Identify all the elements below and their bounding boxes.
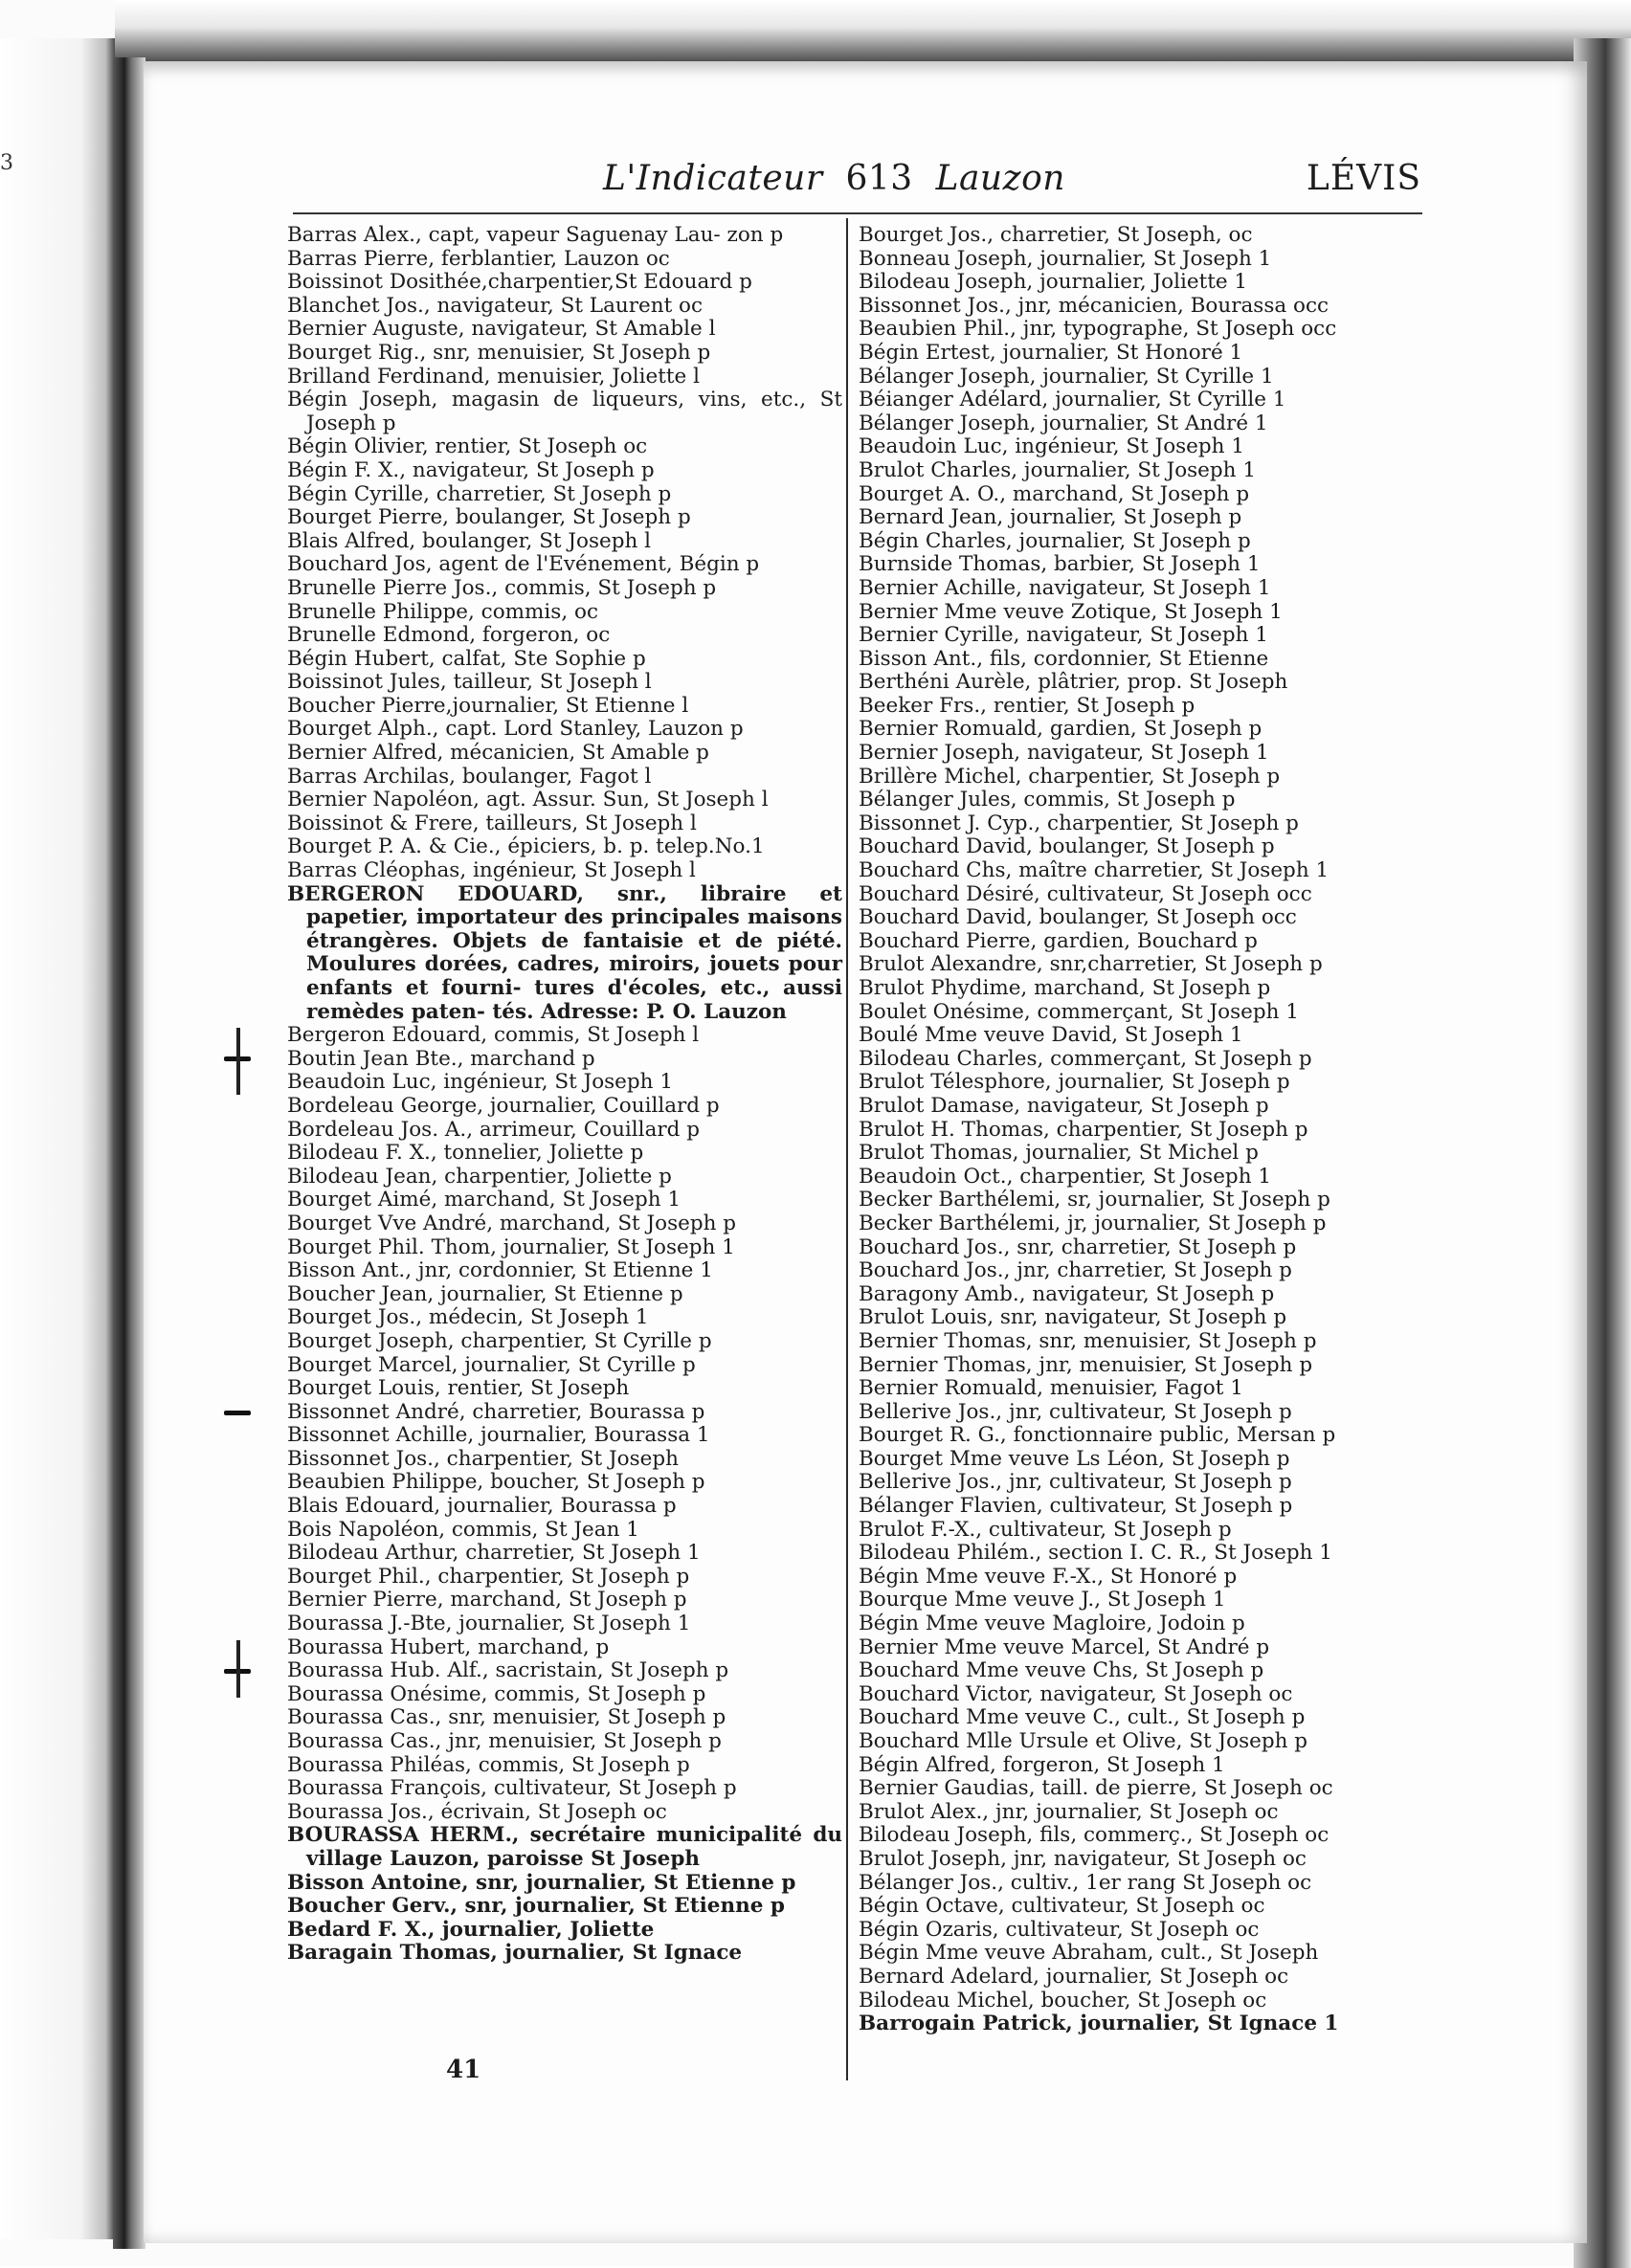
directory-entry: Bégin Charles, journalier, St Joseph p <box>859 528 1251 553</box>
directory-entry: Bourassa François, cultivateur, St Joseph p <box>287 1776 737 1801</box>
directory-entry: Boucher Gerv., snr, journalier, St Etienne p <box>287 1894 785 1919</box>
directory-entry: Beeker Frs., rentier, St Joseph p <box>859 693 1195 718</box>
directory-entry: Bégin Mme veuve Abraham, cult., St Joseph <box>859 1941 1319 1966</box>
directory-entry: Bissonnet Jos., charpentier, St Joseph <box>287 1446 679 1471</box>
directory-entry: Barrogain Patrick, journalier, St Ignace 1 <box>859 2012 1339 2036</box>
directory-entry: Bedard F. X., journalier, Joliette <box>287 1917 655 1942</box>
directory-entry: Brulot H. Thomas, charpentier, St Joseph p <box>859 1117 1308 1142</box>
directory-entry: Bouchard Désiré, cultivateur, St Joseph occ <box>859 881 1312 906</box>
page-number: 613 <box>845 159 913 198</box>
directory-entry: Bellerive Jos., jnr, cultivateur, St Joseph p <box>859 1470 1292 1495</box>
directory-entry: Bilodeau Charles, commerçant, St Joseph p <box>859 1046 1312 1071</box>
directory-entry: BERGERON EDOUARD, snr., libraire et papetier, importateur des principales maisons étrangères. Objets de fantaisie et de piété. Moulures dorées, cadres, miroirs, jouets pour enfants et fourni- tures d'écoles, etc., aussi remèdes paten- tés. Adresse: P. O. Lauzon <box>287 881 842 1024</box>
directory-entry: Bouchard Jos., snr, charretier, St Joseph p <box>859 1234 1297 1259</box>
directory-entry: Bernier Mme veuve Marcel, St André p <box>859 1634 1270 1659</box>
directory-entry: Bourget P. A. & Cie., épiciers, b. p. telep.No.1 <box>287 834 765 859</box>
directory-entry: Boissinot Jules, tailleur, St Joseph l <box>287 670 652 695</box>
directory-entry: Bouchard Jos, agent de l'Evénement, Bégin p <box>287 552 760 577</box>
directory-entry: Barras Archilas, boulanger, Fagot l <box>287 764 652 789</box>
directory-entry: Bouchard Mlle Ursule et Olive, St Joseph p <box>859 1729 1308 1753</box>
binding-stitch <box>224 1411 251 1415</box>
directory-entry: Bilodeau Michel, boucher, St Joseph oc <box>859 1988 1267 2012</box>
directory-entry: Bergeron Edouard, commis, St Joseph l <box>287 1023 700 1048</box>
directory-entry: Brulot Louis, snr, navigateur, St Joseph p <box>859 1305 1287 1330</box>
directory-entry: Bourget Rig., snr, menuisier, St Joseph p <box>287 340 711 365</box>
directory-entry: Bonneau Joseph, journalier, St Joseph 1 <box>859 246 1272 271</box>
directory-entry: Bouchard Mme veuve Chs, St Joseph p <box>859 1658 1264 1683</box>
directory-entry: Bilodeau Joseph, fils, commerç., St Joseph oc <box>859 1823 1329 1848</box>
directory-entry: Brillère Michel, charpentier, St Joseph p <box>859 764 1281 789</box>
directory-entry: Bourget Phil. Thom, journalier, St Joseph 1 <box>287 1234 735 1259</box>
directory-entry: Bourget Marcel, journalier, St Cyrille p <box>287 1352 696 1377</box>
directory-entry: Brunelle Pierre Jos., commis, St Joseph p <box>287 575 717 600</box>
directory-entry: Bourget Joseph, charpentier, St Cyrille p <box>287 1328 712 1353</box>
directory-entry: Bégin Ertest, journalier, St Honoré 1 <box>859 340 1243 365</box>
directory-entry: Bisson Ant., fils, cordonnier, St Etienne <box>859 646 1269 671</box>
directory-entry: Bilodeau Philém., section I. C. R., St Joseph 1 <box>859 1541 1332 1566</box>
directory-entry: Brulot Alex., jnr, journalier, St Joseph oc <box>859 1799 1279 1824</box>
directory-entry: Brunelle Edmond, forgeron, oc <box>287 623 611 648</box>
directory-entry: Boulet Onésime, commerçant, St Joseph 1 <box>859 999 1299 1024</box>
directory-entry: Bourassa Jos., écrivain, St Joseph oc <box>287 1799 667 1824</box>
directory-entry: Bissonnet André, charretier, Bourassa p <box>287 1399 705 1424</box>
directory-entry: Bourget Louis, rentier, St Joseph <box>287 1376 630 1401</box>
folio-number: 41 <box>446 2056 481 2084</box>
directory-entry: Bernier Romuald, menuisier, Fagot 1 <box>859 1376 1243 1401</box>
directory-entry: Bourassa Cas., snr, menuisier, St Joseph p <box>287 1705 726 1730</box>
directory-entry: Boulé Mme veuve David, St Joseph 1 <box>859 1023 1243 1048</box>
directory-entry: Bélanger Jos., cultiv., 1er rang St Joseph oc <box>859 1870 1312 1895</box>
directory-entry: Bouchard Jos., jnr, charretier, St Joseph p <box>859 1258 1292 1283</box>
directory-column-right <box>859 224 1435 2036</box>
running-head <box>287 155 1421 203</box>
directory-entry: Bordeleau Jos. A., arrimeur, Couillard p <box>287 1117 701 1142</box>
directory-entry: Bouchard Chs, maître charretier, St Joseph 1 <box>859 858 1329 883</box>
directory-entry: Bélanger Jules, commis, St Joseph p <box>859 788 1236 812</box>
header-rule <box>293 212 1422 214</box>
column-divider <box>846 218 848 2080</box>
directory-entry: Bernier Thomas, jnr, menuisier, St Joseph p <box>859 1352 1313 1377</box>
directory-entry: Bégin F. X., navigateur, St Joseph p <box>287 457 655 482</box>
directory-entry: Brulot Thomas, journalier, St Michel p <box>859 1141 1259 1166</box>
directory-entry: Bégin Cyrille, charretier, St Joseph p <box>287 481 672 506</box>
directory-entry: Blais Edouard, journalier, Bourassa p <box>287 1494 677 1519</box>
directory-entry: Barras Alex., capt, vapeur Saguenay Lau- zon p <box>287 223 784 247</box>
directory-entry: Beaubien Phil., jnr, typographe, St Joseph occ <box>859 317 1337 342</box>
facing-page-edge <box>0 38 115 2239</box>
directory-entry: Bouchard David, boulanger, St Joseph occ <box>859 905 1297 930</box>
directory-entry: Bourget A. O., marchand, St Joseph p <box>859 481 1250 506</box>
directory-entry: Bégin Octave, cultivateur, St Joseph oc <box>859 1894 1265 1919</box>
directory-entry: Bégin Alfred, forgeron, St Joseph 1 <box>859 1752 1225 1777</box>
directory-entry: Bégin Olivier, rentier, St Joseph oc <box>287 434 648 459</box>
directory-entry: Bourque Mme veuve J., St Joseph 1 <box>859 1588 1226 1612</box>
directory-entry: Bernard Jean, journalier, St Joseph p <box>859 505 1242 530</box>
book-cover-top <box>115 0 1631 67</box>
directory-entry: Blanchet Jos., navigateur, St Laurent oc <box>287 293 704 318</box>
directory-entry: Bégin Hubert, calfat, Ste Sophie p <box>287 646 646 671</box>
directory-entry: Berthéni Aurèle, plâtrier, prop. St Joseph <box>859 670 1288 695</box>
directory-entry: Bisson Ant., jnr, cordonnier, St Etienne 1 <box>287 1258 713 1283</box>
directory-entry: Bissonnet Jos., jnr, mécanicien, Bourassa occ <box>859 293 1329 318</box>
directory-entry: Baragain Thomas, journalier, St Ignace <box>287 1941 743 1966</box>
directory-entry: Brulot Télesphore, journalier, St Joseph p <box>859 1070 1290 1095</box>
directory-entry: Bernier Pierre, marchand, St Joseph p <box>287 1588 687 1612</box>
directory-entry: Bissonnet J. Cyp., charpentier, St Joseph p <box>859 811 1299 835</box>
directory-entry: Bernier Gaudias, taill. de pierre, St Joseph oc <box>859 1776 1333 1801</box>
directory-entry: Bordeleau George, journalier, Couillard p <box>287 1093 720 1118</box>
directory-entry: Bernier Joseph, navigateur, St Joseph 1 <box>859 741 1269 766</box>
directory-entry: Boissinot & Frere, tailleurs, St Joseph l <box>287 811 697 835</box>
directory-entry: Bouchard David, boulanger, St Joseph p <box>859 834 1275 859</box>
directory-entry: Bisson Antoine, snr, journalier, St Etienne p <box>287 1870 796 1895</box>
directory-entry: Brulot F.-X., cultivateur, St Joseph p <box>859 1517 1232 1542</box>
directory-entry: Bégin Mme veuve F.-X., St Honoré p <box>859 1564 1238 1589</box>
directory-entry: Boucher Pierre,journalier, St Etienne l <box>287 693 689 718</box>
directory-entry: Bois Napoléon, commis, St Jean 1 <box>287 1517 639 1542</box>
directory-entry: Barras Cléophas, ingénieur, St Joseph l <box>287 858 696 883</box>
directory-entry: Bégin Mme veuve Magloire, Jodoin p <box>859 1612 1245 1636</box>
directory-entry: Bélanger Joseph, journalier, St André 1 <box>859 411 1268 435</box>
directory-entry: Bouchard Pierre, gardien, Bouchard p <box>859 928 1258 953</box>
directory-entry: Béianger Adélard, journalier, St Cyrille 1 <box>859 388 1286 412</box>
directory-entry: Bourget Jos., charretier, St Joseph, oc <box>859 223 1253 247</box>
directory-entry: Bernier Napoléon, agt. Assur. Sun, St Joseph l <box>287 788 769 812</box>
directory-entry: Bernard Adelard, journalier, St Joseph oc <box>859 1964 1289 1989</box>
directory-entry: Brulot Charles, journalier, St Joseph 1 <box>859 457 1257 482</box>
town-name: LÉVIS <box>1306 159 1421 198</box>
directory-entry: Bégin Ozaris, cultivateur, St Joseph oc <box>859 1917 1260 1942</box>
directory-entry: Beaudoin Luc, ingénieur, St Joseph 1 <box>287 1070 674 1095</box>
directory-entry: Bourassa Hubert, marchand, p <box>287 1634 610 1659</box>
directory-entry: BOURASSA HERM., secrétaire municipalité du village Lauzon, paroisse St Joseph <box>287 1823 842 1871</box>
binding-thread <box>236 1640 240 1698</box>
directory-entry: Beaudoin Luc, ingénieur, St Joseph 1 <box>859 434 1245 459</box>
directory-entry: Bourassa Onésime, commis, St Joseph p <box>287 1681 706 1706</box>
directory-entry: Bourassa Cas., jnr, menuisier, St Joseph p <box>287 1729 722 1753</box>
directory-entry: Brulot Alexandre, snr,charretier, St Joseph p <box>859 952 1323 977</box>
directory-entry: Bourget Phil., charpentier, St Joseph p <box>287 1564 690 1589</box>
directory-entry: Bellerive Jos., jnr, cultivateur, St Joseph p <box>859 1399 1292 1424</box>
facing-page-fragment: 3 <box>0 151 13 175</box>
directory-entry: Bilodeau Joseph, journalier, Joliette 1 <box>859 270 1248 295</box>
directory-entry: Bourget Alph., capt. Lord Stanley, Lauzon p <box>287 717 744 742</box>
directory-entry: Boissinot Dosithée,charpentier,St Edouard p <box>287 270 752 295</box>
directory-entry: Bourget Pierre, boulanger, St Joseph p <box>287 505 691 530</box>
directory-entry: Beaubien Philippe, boucher, St Joseph p <box>287 1470 705 1495</box>
directory-entry: Brulot Joseph, jnr, navigateur, St Joseph oc <box>859 1846 1307 1871</box>
directory-entry: Brulot Damase, navigateur, St Joseph p <box>859 1093 1269 1118</box>
directory-entry: Bernier Alfred, mécanicien, St Amable p <box>287 741 709 766</box>
directory-entry: Bourget Vve André, marchand, St Joseph p <box>287 1211 737 1235</box>
directory-entry: Bégin Joseph, magasin de liqueurs, vins, etc., St Joseph p <box>287 388 842 435</box>
locality-name: Lauzon <box>935 159 1065 198</box>
directory-entry: Brunelle Philippe, commis, oc <box>287 599 598 624</box>
directory-entry: Barras Pierre, ferblantier, Lauzon oc <box>287 246 670 271</box>
binding-thread <box>236 1028 240 1095</box>
directory-entry: Boucher Jean, journalier, St Etienne p <box>287 1281 683 1306</box>
directory-entry: Bissonnet Achille, journalier, Bourassa 1 <box>287 1423 710 1448</box>
directory-entry: Bernier Cyrille, navigateur, St Joseph 1 <box>859 623 1268 648</box>
directory-entry: Boutin Jean Bte., marchand p <box>287 1046 595 1071</box>
directory-entry: Bilodeau Arthur, charretier, St Joseph 1 <box>287 1541 701 1566</box>
directory-entry: Bilodeau F. X., tonnelier, Joliette p <box>287 1141 644 1166</box>
directory-entry: Bouchard Mme veuve C., cult., St Joseph p <box>859 1705 1306 1730</box>
running-head-left <box>603 155 1065 203</box>
directory-entry: Bernier Achille, navigateur, St Joseph 1 <box>859 575 1271 600</box>
directory-entry: Bourassa Hub. Alf., sacristain, St Joseph p <box>287 1658 729 1683</box>
directory-entry: Beaudoin Oct., charpentier, St Joseph 1 <box>859 1164 1272 1189</box>
directory-entry: Blais Alfred, boulanger, St Joseph l <box>287 528 652 553</box>
directory-entry: Brilland Ferdinand, menuisier, Joliette l <box>287 364 700 389</box>
publication-title: L'Indicateur <box>603 159 823 198</box>
directory-entry: Bourget Mme veuve Ls Léon, St Joseph p <box>859 1446 1290 1471</box>
directory-entry: Bourget Jos., médecin, St Joseph 1 <box>287 1305 649 1330</box>
directory-entry: Bourassa Philéas, commis, St Joseph p <box>287 1752 690 1777</box>
directory-entry: Bernier Auguste, navigateur, St Amable l <box>287 317 716 342</box>
directory-entry: Bilodeau Jean, charpentier, Joliette p <box>287 1164 672 1189</box>
directory-entry: Bernier Mme veuve Zotique, St Joseph 1 <box>859 599 1283 624</box>
directory-entry: Burnside Thomas, barbier, St Joseph 1 <box>859 552 1261 577</box>
directory-entry: Becker Barthélemi, jr, journalier, St Joseph p <box>859 1211 1327 1235</box>
directory-entry: Bouchard Victor, navigateur, St Joseph oc <box>859 1681 1293 1706</box>
directory-entry: Bernier Thomas, snr, menuisier, St Joseph p <box>859 1328 1317 1353</box>
directory-entry: Bélanger Joseph, journalier, St Cyrille 1 <box>859 364 1274 389</box>
directory-entry: Becker Barthélemi, sr, journalier, St Joseph p <box>859 1188 1330 1212</box>
directory-entry: Bourget Aimé, marchand, St Joseph 1 <box>287 1188 681 1212</box>
directory-entry: Bélanger Flavien, cultivateur, St Joseph p <box>859 1494 1293 1519</box>
directory-column-left <box>287 224 842 1966</box>
directory-entry: Bourassa J.-Bte, journalier, St Joseph 1 <box>287 1612 691 1636</box>
directory-entry: Bourget R. G., fonctionnaire public, Mersan p <box>859 1423 1336 1448</box>
directory-entry: Baragony Amb., navigateur, St Joseph p <box>859 1281 1275 1306</box>
book-binding <box>113 57 145 2249</box>
directory-entry: Brulot Phydime, marchand, St Joseph p <box>859 976 1271 1000</box>
directory-entry: Bernier Romuald, gardien, St Joseph p <box>859 717 1262 742</box>
